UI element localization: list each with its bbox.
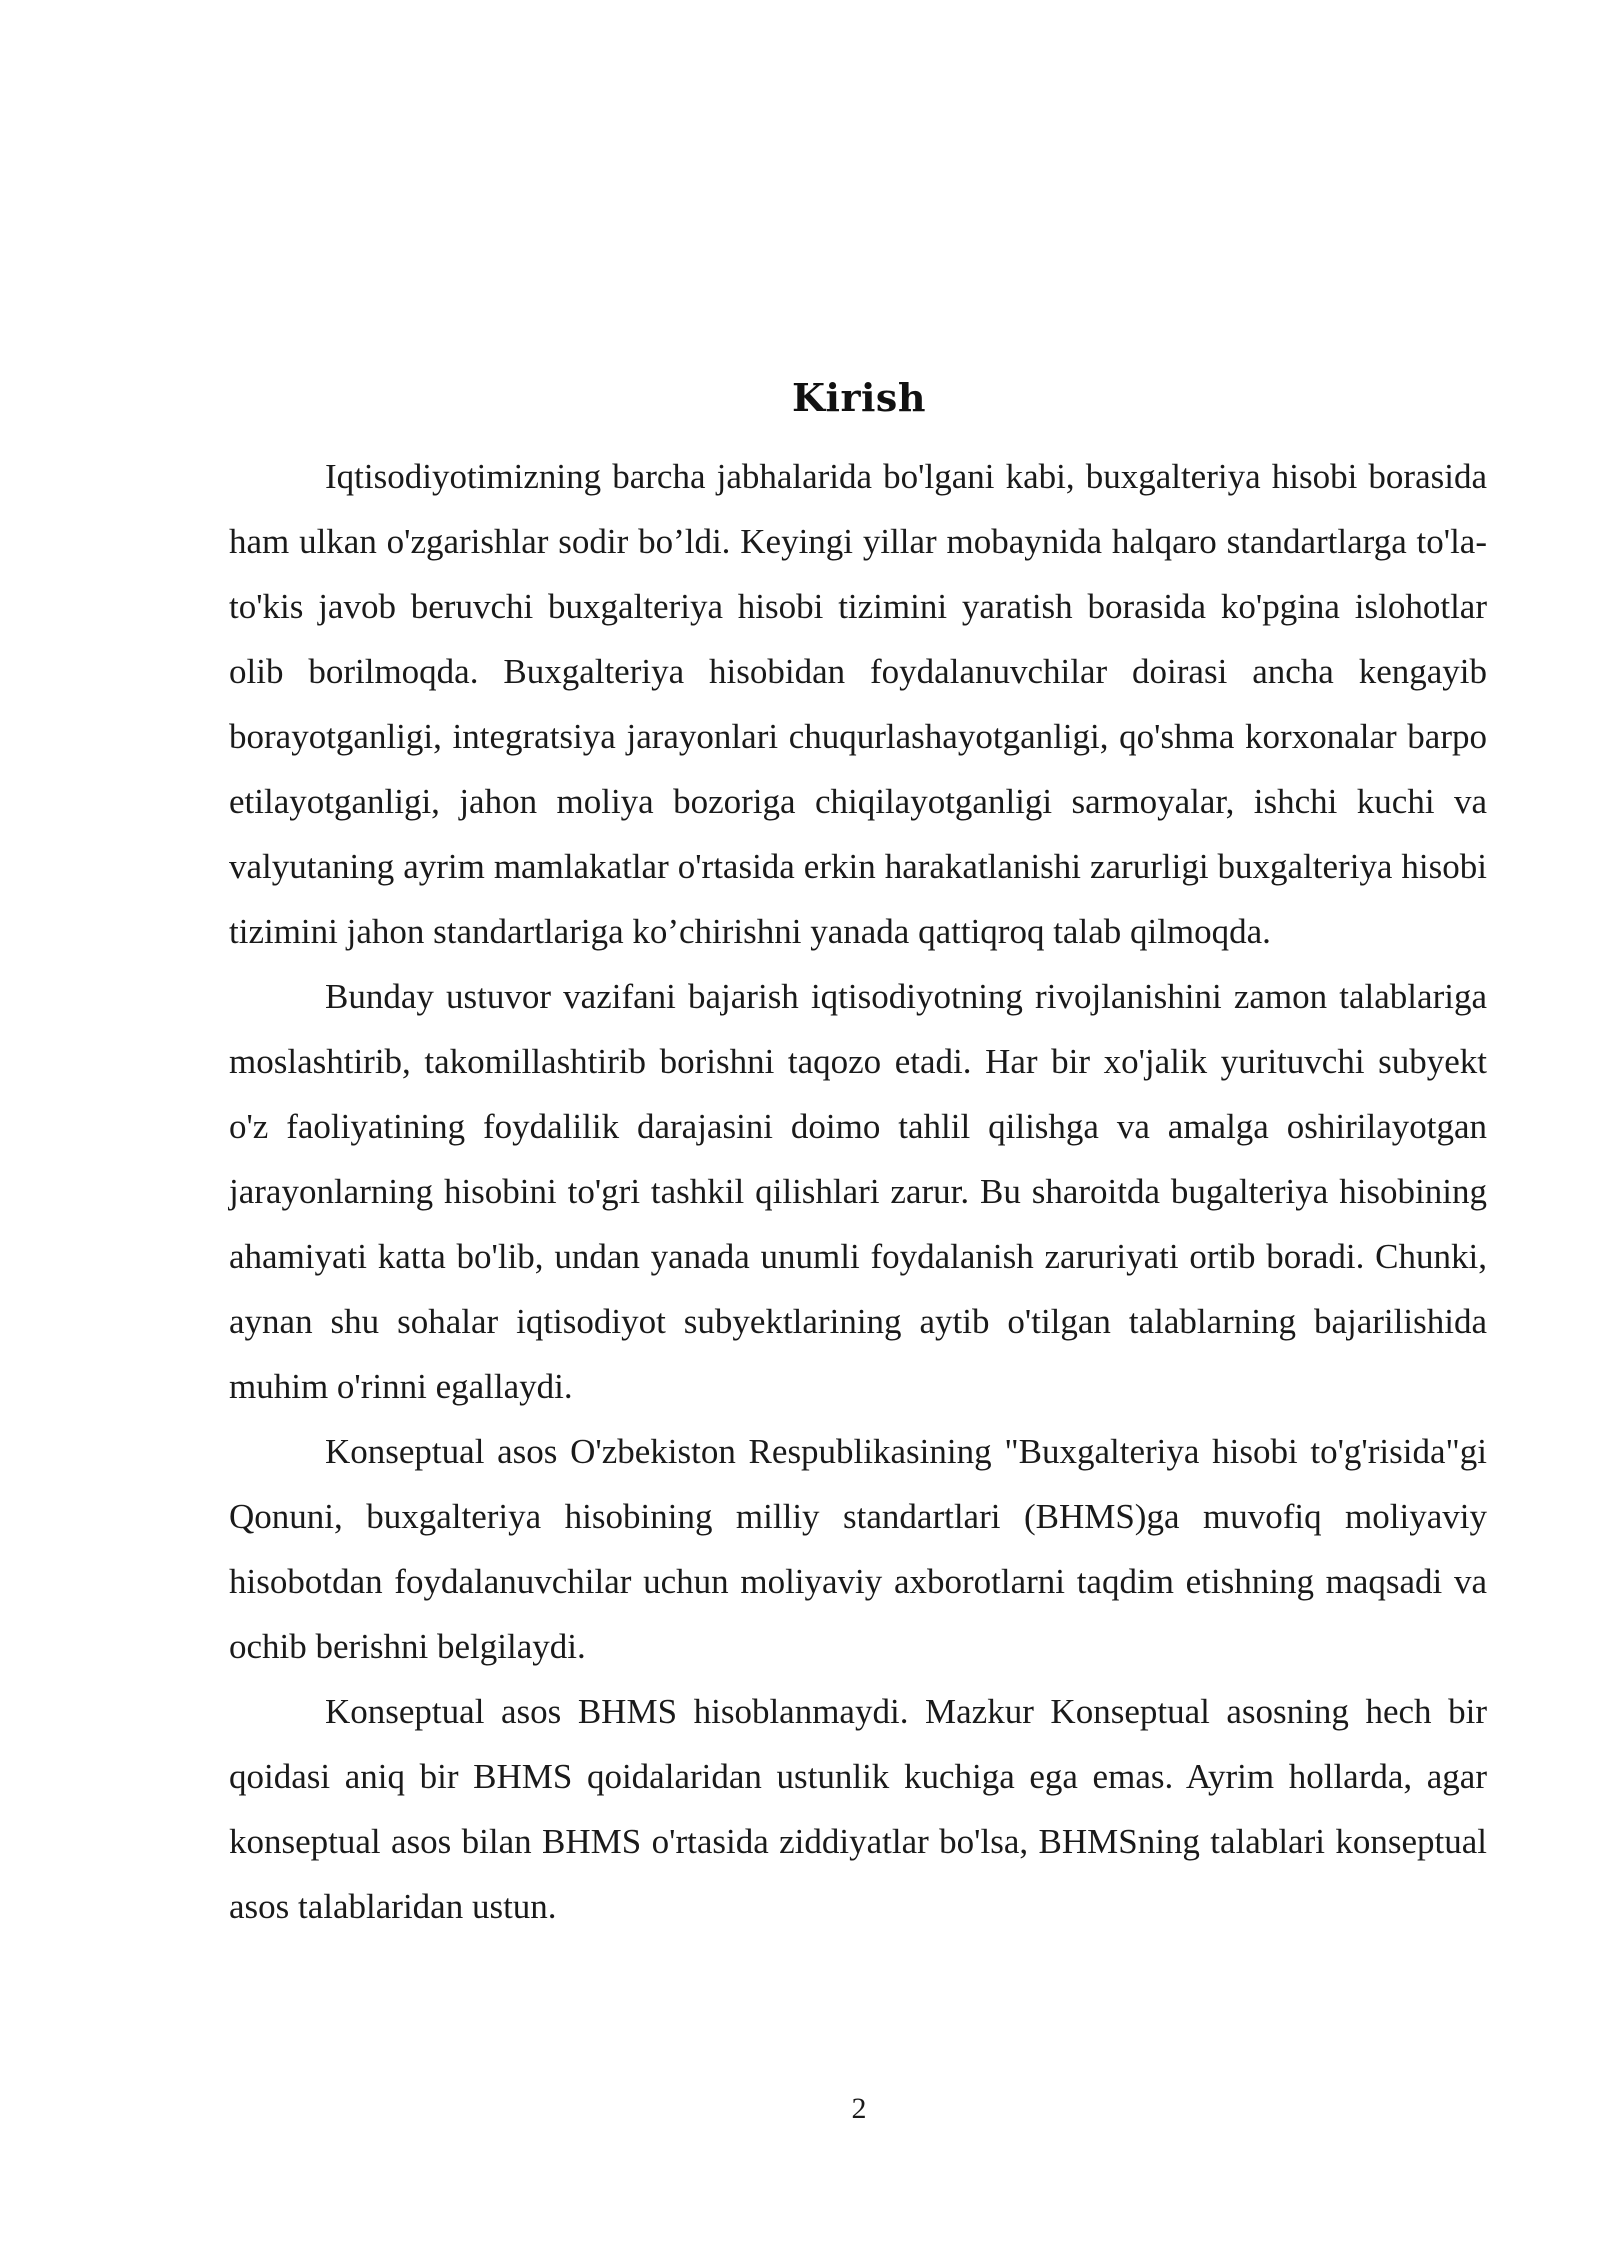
paragraph-2: Bunday ustuvor vazifani bajarish iqtisodiyotning rivojlanishini zamon talablariga moslashtirib, takomillashtirib borishni taqozo etadi. Har bir xo'jalik yurituvchi subyekt o'z faoliyatining foydalilik darajasini doimo tahlil qilishga va amalga oshirilayotgan jarayonlarning hisobini to'gri tashkil qilishlari zarur. Bu sharoitda bugalteriya hisobining ahamiyati katta bo'lib, undan yanada unumli foydalanish zaruriyati ortib boradi. Chunki, aynan shu sohalar iqtisodiyot subyektlarining aytib o'tilgan talablarning bajarilishida muhim o'rinni egallaydi. xyxy=(229,977,1487,1406)
page-number: 2 xyxy=(851,2092,867,2125)
body-text xyxy=(229,444,1487,1939)
paragraph-4: Konseptual asos BHMS hisoblanmaydi. Mazkur Konseptual asosning hech bir qoidasi aniq bir BHMS qoidalaridan ustunlik kuchiga ega emas. Ayrim hollarda, agar konseptual asos bilan BHMS o'rtasida ziddiyatlar bo'lsa, BHMSning talablari konseptual asos talablaridan ustun. xyxy=(229,1692,1487,1926)
paragraph-1: Iqtisodiyotimizning barcha jabhalarida bo'lgani kabi, buxgalteriya hisobi borasida ham ulkan o'zgarishlar sodir bo’ldi. Keyingi yillar mobaynida halqaro standartlarga to'la-to'kis javob beruvchi buxgalteriya hisobi tizimini yaratish borasida ko'pgina islohotlar olib borilmoqda. Buxgalteriya hisobidan foydalanuvchilar doirasi ancha kengayib borayotganligi, integratsiya jarayonlari chuqurlashayotganligi, qo'shma korxonalar barpo etilayotganligi, jahon moliya bozoriga chiqilayotganligi sarmoyalar, ishchi kuchi va valyutaning ayrim mamlakatlar o'rtasida erkin harakatlanishi zarurligi buxgalteriya hisobi tizimini jahon standartlariga ko’chirishni yanada qattiqroq talab qilmoqda. xyxy=(229,457,1487,951)
paragraph-3: Konseptual asos O'zbekiston Respublikasining "Buxgalteriya hisobi to'g'risida"gi Qonuni, buxgalteriya hisobining milliy standartlari (BHMS)ga muvofiq moliyaviy hisobotdan foydalanuvchilar uchun moliyaviy axborotlarni taqdim etishning maqsadi va ochib berishni belgilaydi. xyxy=(229,1432,1487,1666)
page-title: Kirish xyxy=(792,375,926,421)
